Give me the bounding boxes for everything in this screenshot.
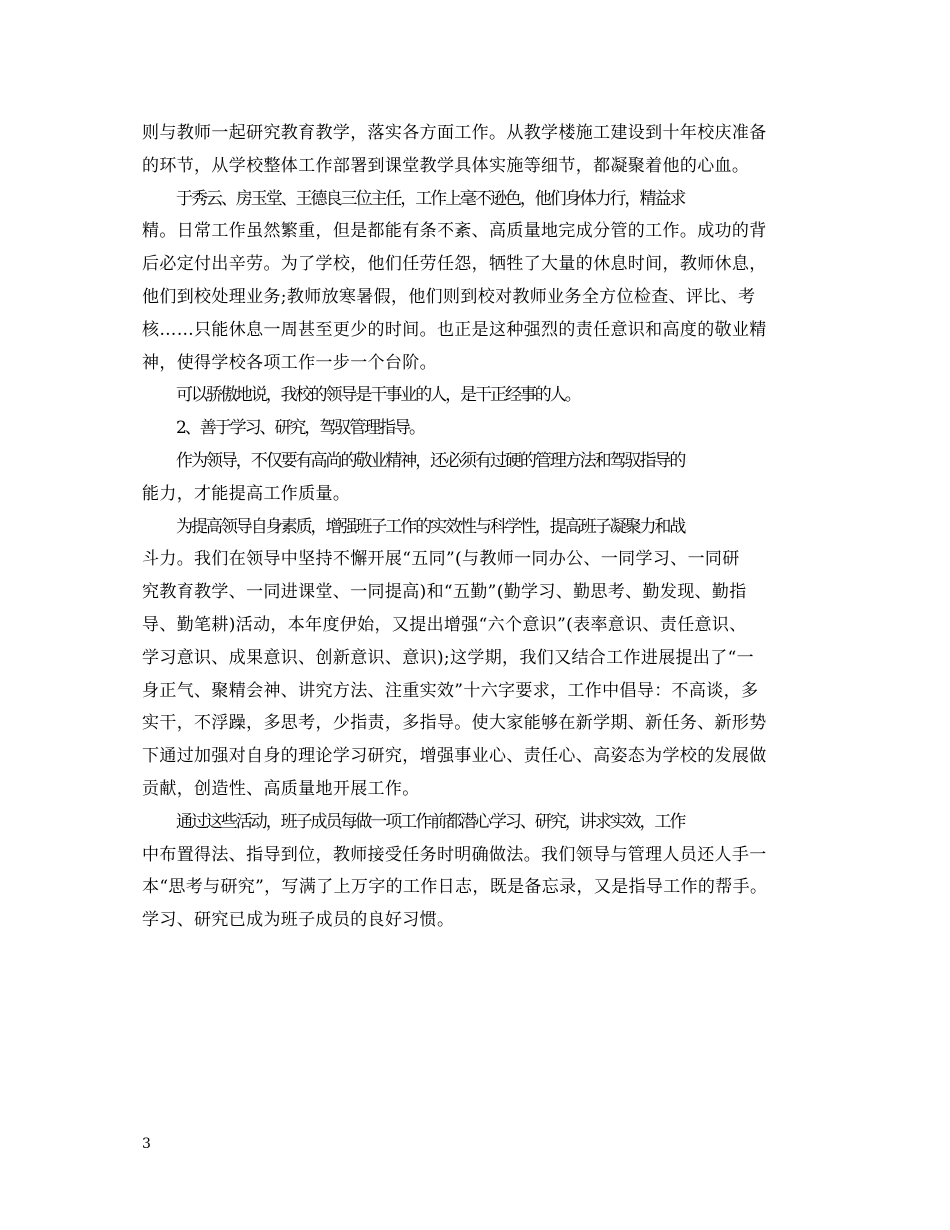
document-body <box>142 117 812 937</box>
page-number: 3 <box>142 1136 151 1152</box>
text-line: 下通过加强对自身的理论学习研究，增强事业心、责任心、高姿态为学校的发展做 <box>142 746 767 767</box>
text-line: 导、勤笔耕)活动，本年度伊始，又提出增强“六个意识”(表率意识、责任意识、 <box>142 614 747 635</box>
text-line: 能力，才能提高工作质量。 <box>142 483 351 504</box>
text-line: 学习意识、成果意识、创新意识、意识);这学期，我们又结合工作进展提出了“一 <box>142 647 754 668</box>
text-line: 中布置得法、指导到位，教师接受任务时明确做法。我们领导与管理人员还人手一 <box>142 844 767 865</box>
text-line: 后必定付出辛劳。为了学校，他们任劳任怨，牺牲了大量的休息时间，教师休息， <box>142 254 767 275</box>
text-line: 神，使得学校各项工作一步一个台阶。 <box>142 352 437 373</box>
text-line: 究教育教学、一同进课堂、一同提高)和“五勤”(勤学习、勤思考、勤发现、勤指 <box>142 582 747 603</box>
text-line: 通过这些活动，班子成员每做一项工作前都潜心学习、研究，讲求实效，工作 <box>176 811 685 832</box>
text-line: 学习、研究已成为班子成员的良好习惯。 <box>142 910 455 931</box>
text-line: 贡献，创造性、高质量地开展工作。 <box>142 778 420 799</box>
text-line: 的环节，从学校整体工作部署到课堂教学具体实施等细节，都凝聚着他的心血。 <box>142 155 750 176</box>
text-line: 作为领导，不仅要有高尚的敬业精神，还必须有过硬的管理方法和驾驭指导的 <box>176 450 685 471</box>
text-line: 斗力。我们在领导中坚持不懈开展“五同”(与教师一同办公、一同学习、一同研 <box>142 549 740 570</box>
text-line: 他们到校处理业务;教师放寒暑假，他们则到校对教师业务全方位检查、评比、考 <box>142 286 756 307</box>
text-line: 精。日常工作虽然繁重，但是都能有条不紊、高质量地完成分管的工作。成功的背 <box>142 221 767 242</box>
text-line: 本“思考与研究”，写满了上万字的工作日志，既是备忘录，又是指导工作的帮手。 <box>142 877 768 898</box>
text-line: 为提高领导自身素质，增强班子工作的实效性与科学性，提高班子凝聚力和战 <box>176 516 685 537</box>
text-line: 身正气、聚精会神、讲究方法、注重实效”十六字要求，工作中倡导：不高谈，多 <box>142 680 759 701</box>
text-line: 则与教师一起研究教育教学，落实各方面工作。从教学楼施工建设到十年校庆准备 <box>142 123 767 143</box>
text-line: 可以骄傲地说，我校的领导是干事业的人，是干正经事的人。 <box>176 385 580 406</box>
text-line: 实干，不浮躁，多思考，少指责，多指导。使大家能够在新学期、新任务、新形势 <box>142 713 767 734</box>
text-line: 于秀云、房玉堂、王德良三位主任，工作上毫不逊色，他们身体力行，精益求 <box>176 188 685 209</box>
text-line: 核……只能休息一周甚至更少的时间。也正是这种强烈的责任意识和高度的敬业精 <box>142 319 767 340</box>
text-line: 2、善于学习、研究，驾驭管理指导。 <box>176 418 424 439</box>
